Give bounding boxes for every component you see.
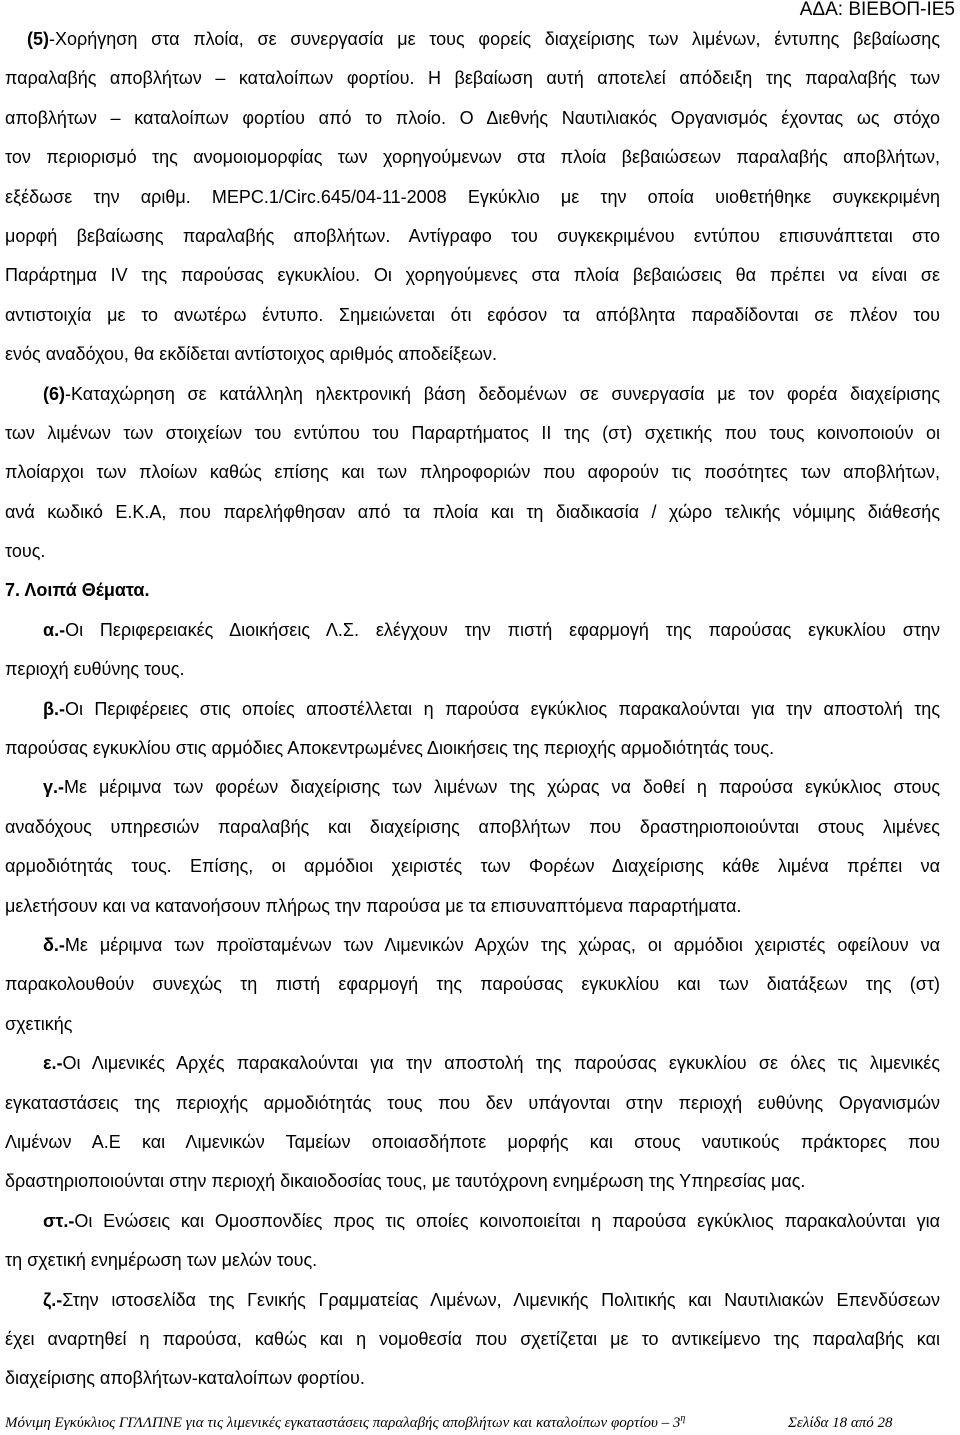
sub-e-line: εγκαταστάσεις της περιοχής αρμοδιότητάς τους που δεν υπάγονται στην περιοχή ευθύνης Οργανισμών [5, 1092, 940, 1113]
item-5-line [5, 20, 940, 59]
item-5-line: αποβλήτων – καταλοίπων φορτίου από το πλοίο. Ο Διεθνής Ναυτιλιακός Οργανισμός έχοντας ως στόχο [5, 107, 940, 128]
sub-c-label: γ.- [43, 777, 65, 798]
sub-d-line: παρακολουθούν συνεχώς τη πιστή εφαρμογή της παρούσας εγκυκλίου και των διατάξεων της (στ) [5, 974, 940, 995]
item-5-line: παραλαβής αποβλήτων – καταλοίπων φορτίου. Η βεβαίωση αυτή αποτελεί απόδειξη της παραλαβής των [5, 68, 940, 89]
sub-st-line [5, 1202, 940, 1241]
sub-z-line [5, 1281, 940, 1320]
page-footer [5, 1413, 955, 1433]
sub-b-line [5, 690, 940, 729]
item-6-line: τους. [5, 541, 46, 562]
item-6-line [5, 375, 940, 414]
sub-z-label: ζ.- [43, 1289, 63, 1310]
page-number: Σελίδα 18 από 28 [788, 1415, 893, 1431]
item-6-line: πλοίαρχοι των πλοίων καθώς επίσης και των πληροφοριών που αφορούν τις ποσότητες των αποβλήτων, [5, 462, 940, 483]
sub-a-text: Οι Περιφερειακές Διοικήσεις Λ.Σ. ελέγχουν την πιστή εφαρμογή της παρούσας εγκυκλίου στην [65, 619, 940, 640]
sub-c-line: αρμοδιότητάς τους. Επίσης, οι αρμόδιοι χειριστές των Φορέων Διαχείρισης κάθε λιμένα πρέπει να [5, 856, 940, 877]
sub-e-line: Λιμένων Α.Ε και Λιμενικών Ταμείων οποιασδήποτε μορφής και στους ναυτικούς πράκτορες που [5, 1131, 940, 1152]
section-7-heading [5, 571, 940, 610]
footer-title [5, 1413, 685, 1433]
item-5-line: ενός αναδόχου, θα εκδίδεται αντίστοιχος αριθμός αποδείξεων. [5, 344, 498, 365]
item-6-text: -Καταχώρηση σε κατάλληλη ηλεκτρονική βάση δεδομένων σε συνεργασία με τον φορέα διαχείρισης [65, 383, 940, 404]
sub-e-label: ε.- [43, 1053, 63, 1074]
sub-st-label: στ.- [43, 1210, 75, 1231]
sub-a-line [5, 611, 940, 650]
sub-e-line [5, 1044, 940, 1083]
document-body [5, 20, 940, 1399]
sub-e-text: Οι Λιμενικές Αρχές παρακαλούνται για την αποστολή της παρούσας εγκυκλίου σε όλες τις λιμενικές [62, 1053, 940, 1074]
sub-a-label: α.- [43, 619, 66, 640]
sub-b-label: β.- [43, 698, 65, 719]
sub-c-text: Με μέριμνα των φορέων διαχείρισης των λιμένων της χώρας να δοθεί η παρούσα εγκύκλιος στους [64, 777, 940, 798]
item-5-line: Παράρτημα IV της παρούσας εγκυκλίου. Οι χορηγούμενες στα πλοία βεβαιώσεις θα πρέπει να είναι σε [5, 265, 940, 286]
item-5-line: εξέδωσε την αριθμ. MEPC.1/Circ.645/04-11-2008 Εγκύκλιο με την οποία υιοθετήθηκε συγκεκριμένη [5, 186, 940, 207]
sub-d-line [5, 926, 940, 965]
sub-b-text: Οι Περιφέρειες στις οποίες αποστέλλεται η παρούσα εγκύκλιος παρακαλούνται για την αποστολή της [64, 698, 940, 719]
sub-d-label: δ.- [43, 934, 65, 955]
sub-e-line: δραστηριοποιούνται στην περιοχή δικαιοδοσίας τους, με ταυτόχρονη ενημέρωση της Υπηρεσίας μας. [5, 1171, 806, 1192]
item-5-text: -Χορήγηση στα πλοία, σε συνεργασία με τους φορείς διαχείρισης των λιμένων, έντυπης βεβαίωσης [49, 29, 940, 49]
item-6-label: (6) [43, 383, 65, 404]
sub-a-line: περιοχή ευθύνης τους. [5, 659, 185, 680]
item-5-label: (5) [27, 29, 49, 49]
sub-c-line: αναδόχους υπηρεσιών παραλαβής και διαχείρισης αποβλήτων που δραστηριοποιούνται στους λιμένες [5, 816, 940, 837]
sub-z-line: έχει αναρτηθεί η παρούσα, καθώς και η νομοθεσία που σχετίζεται με το αντικείμενο της παραλαβής και [5, 1328, 940, 1349]
item-6-line: ανά κωδικό Ε.Κ.Α, που παρελήφθησαν από τα πλοία και τη διαδικασία / χώρο τελικής νόμιμης διάθεσής [5, 501, 940, 522]
sub-c-line: μελετήσουν και να κατανοήσουν πλήρως την παρούσα με τα επισυναπτόμενα παραρτήματα. [5, 895, 742, 916]
sub-d-text: Με μέριμνα των προϊσταμένων των Λιμενικών Αρχών της χώρας, οι αρμόδιοι χειριστές οφείλουν να [64, 934, 940, 955]
section-7-heading-text: 7. Λοιπά Θέματα. [5, 580, 150, 601]
sub-z-line: διαχείρισης αποβλήτων-καταλοίπων φορτίου. [5, 1368, 365, 1389]
item-5-line: τον περιορισμό της ανομοιομορφίας των χορηγούμενων στα πλοία βεβαιώσεων παραλαβής αποβλήτων, [5, 147, 940, 168]
sub-d-line: σχετικής [5, 1013, 73, 1034]
footer-title-sup: η [680, 1413, 686, 1424]
ada-code: ΑΔΑ: ΒΙΕΒΟΠ-ΙΕ5 [799, 0, 955, 20]
item-6-line: των λιμένων των στοιχείων του εντύπου του Παραρτήματος ΙΙ της (στ) σχετικής που τους κοινοποιούν οι [5, 422, 940, 443]
sub-z-text: Στην ιστοσελίδα της Γενικής Γραμματείας Λιμένων, Λιμενικής Πολιτικής και Ναυτιλιακών Επενδύσεων [62, 1289, 940, 1310]
sub-st-line: τη σχετική ενημέρωση των μελών τους. [5, 1250, 318, 1271]
sub-st-text: Οι Ενώσεις και Ομοσπονδίες προς τις οποίες κοινοποιείται η παρούσα εγκύκλιος παρακαλούνται για [74, 1210, 940, 1231]
footer-title-text: Μόνιμη Εγκύκλιος ΓΓΛΛΠΝΕ για τις λιμενικές εγκαταστάσεις παραλαβής αποβλήτων και καταλοίπων φορτίου – 3 [5, 1415, 681, 1431]
sub-b-line: παρούσας εγκυκλίου στις αρμόδιες Αποκεντρωμένες Διοικήσεις της περιοχής αρμοδιότητάς τους. [5, 738, 775, 759]
item-5-line: μορφή βεβαίωσης παραλαβής αποβλήτων. Αντίγραφο του συγκεκριμένου εντύπου επισυνάπτεται στο [5, 225, 940, 246]
sub-c-line [5, 768, 940, 807]
item-5-line: αντιστοιχία με το ανωτέρω έντυπο. Σημειώνεται ότι εφόσον τα απόβλητα παραδίδονται σε πλέον του [5, 304, 940, 325]
